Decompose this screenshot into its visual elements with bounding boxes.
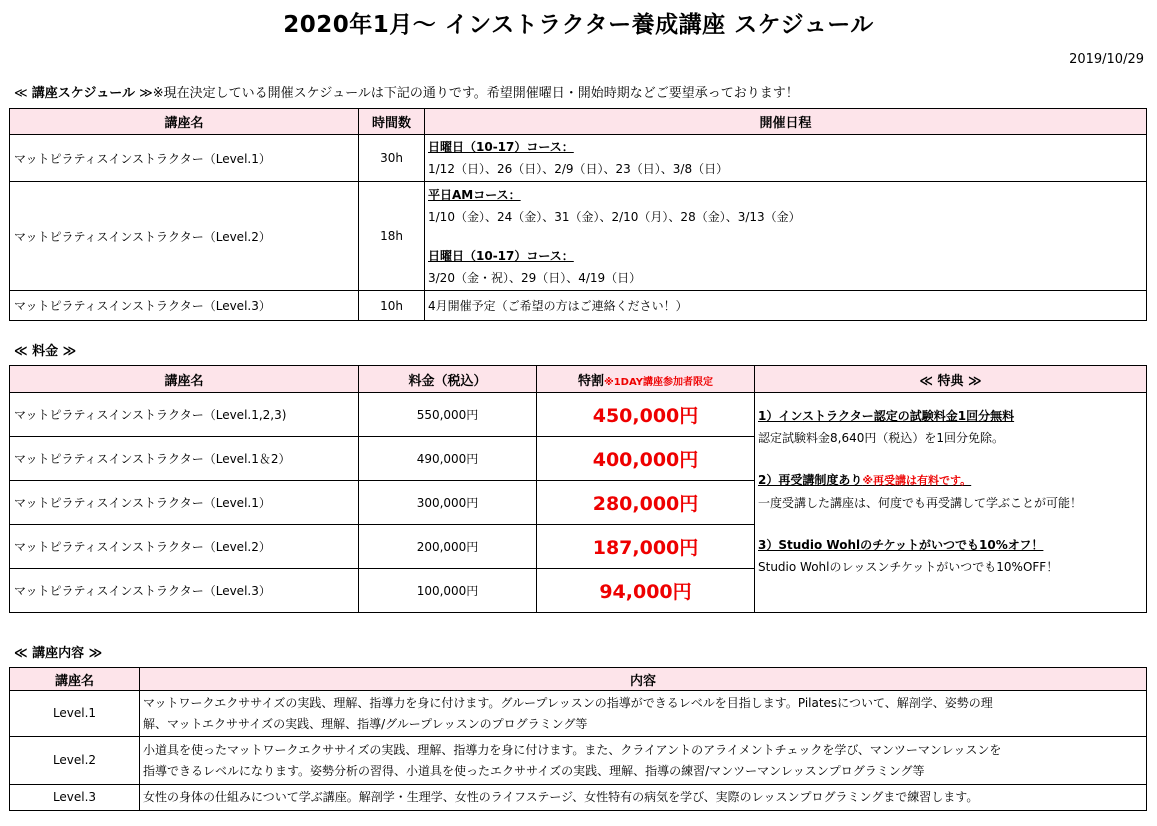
content-table [9, 667, 1147, 811]
course-name: マットピラティスインストラクター（Level.2） [10, 182, 359, 291]
perks-cell [755, 393, 1147, 613]
header-course-name: 講座名 [10, 366, 359, 393]
content-row [10, 691, 1147, 737]
header-content: 内容 [140, 668, 1147, 691]
course-name: マットピラティスインストラクター（Level.1,2,3) [10, 393, 359, 437]
header-course-name: 講座名 [10, 109, 359, 135]
level-content: 女性の身体の仕組みについて学ぶ講座。解剖学・生理学、女性のライフステージ、女性特有の病気を学び、実際のレッスンプログラミングまで練習します。 [140, 785, 1147, 811]
content-section-heading: ≪ 講座内容 ≫ [14, 646, 103, 661]
course-price: 490,000円 [359, 437, 537, 481]
level-name: Level.3 [10, 785, 140, 811]
course-price: 550,000円 [359, 393, 537, 437]
level-name: Level.1 [10, 691, 140, 737]
special-price: 450,000円 [537, 393, 755, 437]
fee-section-heading: ≪ 料金 ≫ [14, 344, 77, 359]
course-label: 日曜日（10-17）コース： [428, 248, 574, 263]
course-price: 200,000円 [359, 525, 537, 569]
perk-desc: Studio Wohlのレッスンチケットがいつでも10%OFF！ [758, 560, 1059, 574]
course-name: マットピラティスインストラクター（Level.2） [10, 525, 359, 569]
course-hours: 18h [359, 182, 425, 291]
schedule-heading: 講座スケジュール [31, 86, 135, 101]
perk-title: 3）Studio Wohlのチケットがいつでも10%オフ！ [758, 538, 1044, 552]
course-name: マットピラティスインストラクター（Level.3） [10, 569, 359, 613]
schedule-note: ※現在決定している開催スケジュールは下記の通りです。希望開催曜日・開始時期などご要望承っております！ [152, 86, 799, 101]
header-dates: 開催日程 [425, 109, 1147, 135]
course-dates [425, 182, 1147, 291]
schedule-row [10, 182, 1147, 291]
course-dates [425, 135, 1147, 182]
course-name: マットピラティスインストラクター（Level.1） [10, 481, 359, 525]
schedule-section-heading [14, 82, 799, 101]
header-perks: ≪ 特典 ≫ [755, 366, 1147, 393]
special-label: 特割 [577, 373, 604, 389]
course-name: マットピラティスインストラクター（Level.1＆2） [10, 437, 359, 481]
content-row [10, 737, 1147, 785]
course-label: 平日AMコース： [428, 187, 521, 202]
course-label: 日曜日（10-17）コース： [428, 140, 574, 154]
header-hours: 時間数 [359, 109, 425, 135]
course-dates: 4月開催予定（ご希望の方はご連絡ください！） [425, 291, 1147, 321]
special-price: 94,000円 [537, 569, 755, 613]
course-hours: 30h [359, 135, 425, 182]
course-name: マットピラティスインストラクター（Level.3） [10, 291, 359, 321]
fee-row [10, 393, 1147, 437]
header-level: 講座名 [10, 668, 140, 691]
document-date: 2019/10/29 [1069, 52, 1144, 67]
course-price: 300,000円 [359, 481, 537, 525]
level-name: Level.2 [10, 737, 140, 785]
course-price: 100,000円 [359, 569, 537, 613]
perk-desc: 認定試験料金8,640円（税込）を1回分免除。 [758, 431, 1004, 445]
course-name: マットピラティスインストラクター（Level.1） [10, 135, 359, 182]
course-date-list: 1/10（金）、24（金）、31（金）、2/10（月）、28（金）、3/13（金） [428, 209, 801, 224]
content-row [10, 785, 1147, 811]
course-date-list: 3/20（金・祝）、29（日）、4/19（日） [428, 270, 642, 285]
perk-desc: 一度受講した講座は、何度でも再受講して学ぶことが可能！ [758, 496, 1083, 510]
schedule-row [10, 135, 1147, 182]
special-note: ※1DAY講座参加者限定 [604, 376, 714, 388]
course-hours: 10h [359, 291, 425, 321]
level-content: 小道具を使ったマットワークエクササイズの実践、理解、指導力を身に付けます。また、クライアントのアライメントチェックを学び、マンツーマンレッスンを 指導できるレベルになります。姿勢分析の習得、小道具を使ったエクササイズの実践、理解、指導の練習/マンツーマンレッスンプログラミング等 [140, 737, 1147, 785]
level-content: マットワークエクササイズの実践、理解、指導力を身に付けます。グループレッスンの指導ができるレベルを目指します。Pilatesについて、解剖学、姿勢の理 解、マットエクササイズの実践、理解、指導/グループレッスンのプログラミング等 [140, 691, 1147, 737]
special-price: 280,000円 [537, 481, 755, 525]
perk-title: 2）再受講制度あり※再受講は有料です。 [758, 473, 972, 487]
schedule-heading-suffix: ≫ [134, 86, 153, 101]
schedule-heading-prefix: ≪ [14, 86, 32, 101]
header-special [537, 366, 755, 393]
special-price: 400,000円 [537, 437, 755, 481]
fee-table [9, 365, 1147, 613]
header-price: 料金（税込） [359, 366, 537, 393]
special-price: 187,000円 [537, 525, 755, 569]
schedule-table [9, 108, 1147, 321]
schedule-row [10, 291, 1147, 321]
course-date-list: 1/12（日）、26（日）、2/9（日）、23（日）、3/8（日） [428, 162, 729, 176]
page-title: 2020年1月～ インストラクター養成講座 スケジュール [283, 12, 874, 38]
perk-title: 1）インストラクター認定の試験料金1回分無料 [758, 409, 1015, 423]
perk-title-note: ※再受講は有料です。 [862, 474, 972, 487]
